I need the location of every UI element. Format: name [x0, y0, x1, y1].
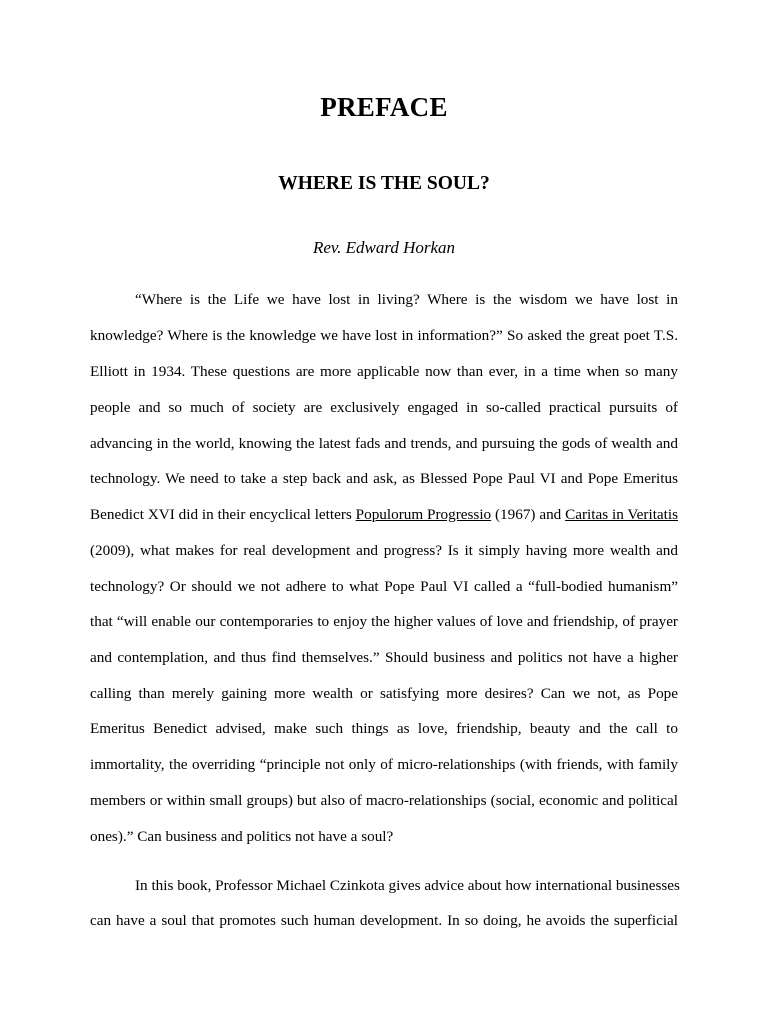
paragraph-line: that “will enable our contemporaries to enjoy the higher values of love and friendship, of prayer [90, 613, 678, 630]
text-run: Benedict XVI did in their encyclical letters [90, 506, 356, 523]
paragraph-line: people and so much of society are exclusively engaged in so-called practical pursuits of [90, 399, 678, 416]
paragraph-line: advancing in the world, knowing the latest fads and trends, and pursuing the gods of wealth and [90, 435, 678, 452]
paragraph-line [90, 503, 678, 527]
paragraph-line: and contemplation, and thus find themselves.” Should business and politics not have a higher [90, 649, 678, 666]
paragraph-line: immortality, the overriding “principle not only of micro-relationships (with friends, with family [90, 756, 678, 773]
paragraph-line: technology? Or should we not adhere to what Pope Paul VI called a “full-bodied humanism” [90, 578, 678, 595]
page-subtitle: WHERE IS THE SOUL? [278, 173, 490, 194]
paragraph-line: “Where is the Life we have lost in living? Where is the wisdom we have lost in [135, 291, 678, 308]
paragraph-line: knowledge? Where is the knowledge we have lost in information?” So asked the great poet T.S. [90, 327, 678, 344]
book-title-populorum-progressio: Populorum Progressio [355, 506, 492, 523]
paragraph-line: members or within small groups) but also of macro-relationships (social, economic and political [90, 792, 678, 809]
text-run: (1967) and [491, 506, 566, 523]
paragraph-line: Emeritus Benedict advised, make such things as love, friendship, beauty and the call to [90, 720, 678, 737]
paragraph-line: can have a soul that promotes such human development. In so doing, he avoids the superficial [90, 912, 678, 929]
page-title: PREFACE [320, 92, 448, 122]
paragraph-line: In this book, Professor Michael Czinkota gives advice about how international businesses [135, 877, 680, 894]
paragraph-line: ones).” Can business and politics not have a soul? [90, 828, 394, 845]
paragraph-line: calling than merely gaining more wealth or satisfying more desires? Can we not, as Pope [90, 685, 678, 702]
book-title-caritas-in-veritatis: Caritas in Veritatis [565, 506, 678, 523]
paragraph-line: technology. We need to take a step back and ask, as Blessed Pope Paul VI and Pope Emeritus [90, 470, 678, 487]
paragraph-line: Elliott in 1934. These questions are more applicable now than ever, in a time when so many [90, 363, 678, 380]
author-name: Rev. Edward Horkan [312, 238, 456, 257]
paragraph-line: (2009), what makes for real development and progress? Is it simply having more wealth and [90, 542, 678, 559]
